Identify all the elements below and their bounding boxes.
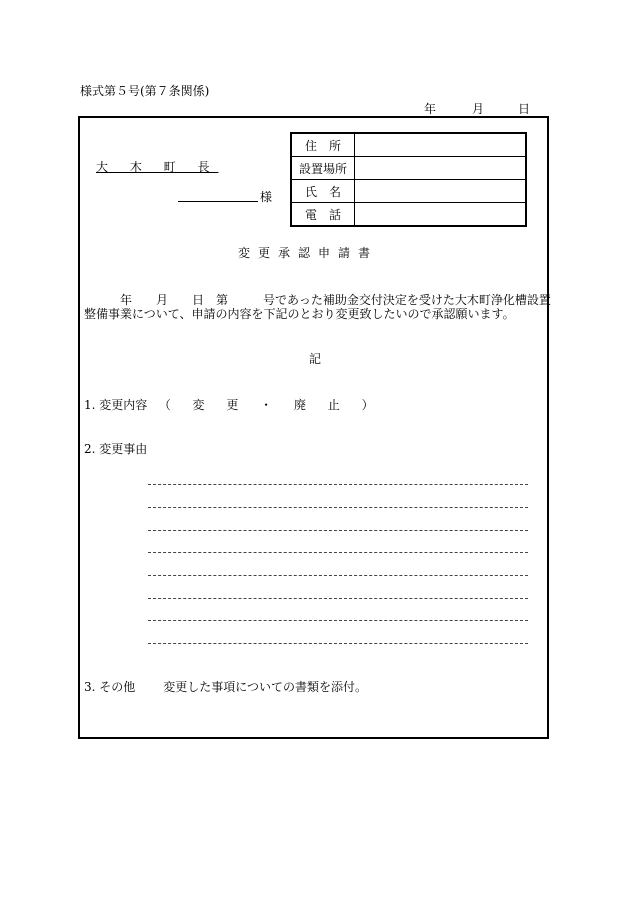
body-day: 日 <box>192 293 205 307</box>
recipient-name-line[interactable] <box>178 201 258 202</box>
date-month-label: 月 <box>472 102 485 116</box>
body-line1-rest: 号であった補助金交付決定を受けた大木町浄化槽設置 <box>263 293 551 307</box>
reason-line[interactable] <box>148 552 528 553</box>
body-text-line-2: 整備事業について、申請の内容を下記のとおり変更致したいので承認願います。 <box>84 307 515 321</box>
applicant-row-address <box>291 133 526 157</box>
body-year: 年 <box>120 293 133 307</box>
reason-line[interactable] <box>148 484 528 485</box>
reason-line[interactable] <box>148 620 528 621</box>
date-year-label: 年 <box>424 102 437 116</box>
name-field[interactable] <box>355 180 527 203</box>
name-label: 氏 名 <box>291 180 355 203</box>
document-title: 変更承認申請書 <box>238 246 379 260</box>
honorific-sama: 様 <box>260 190 273 204</box>
phone-field[interactable] <box>355 203 527 227</box>
reason-line[interactable] <box>148 530 528 531</box>
body-month: 月 <box>156 293 169 307</box>
item1-options[interactable]: （ 変 更 ・ 廃 止 ） <box>158 398 383 412</box>
reason-line[interactable] <box>148 507 528 508</box>
item3-label: 3. その他 <box>84 680 136 694</box>
item3-text: 変更した事項についての書類を添付。 <box>163 680 368 694</box>
form-number-label: 様式第５号(第７条関係) <box>80 84 210 98</box>
ki-heading: 記 <box>309 352 322 366</box>
body-dai: 第 <box>216 293 229 307</box>
applicant-row-phone <box>291 203 526 227</box>
install-location-label: 設置場所 <box>291 157 355 180</box>
applicant-row-install-location <box>291 157 526 180</box>
date-day-label: 日 <box>518 102 531 116</box>
install-location-field[interactable] <box>355 157 527 180</box>
item-change-reason: 2. 変更事由 <box>84 442 148 456</box>
item1-label: 1. 変更内容 <box>84 398 148 412</box>
item-other <box>84 678 367 695</box>
item-change-content <box>84 396 383 413</box>
applicant-info-table <box>290 132 527 227</box>
applicant-row-name <box>291 180 526 203</box>
addressee: 大 木 町 長 <box>96 160 219 174</box>
reason-line[interactable] <box>148 598 528 599</box>
reason-line[interactable] <box>148 643 528 644</box>
phone-label: 電 話 <box>291 203 355 227</box>
address-label: 住 所 <box>291 133 355 157</box>
address-field[interactable] <box>355 133 527 157</box>
reason-line[interactable] <box>148 575 528 576</box>
